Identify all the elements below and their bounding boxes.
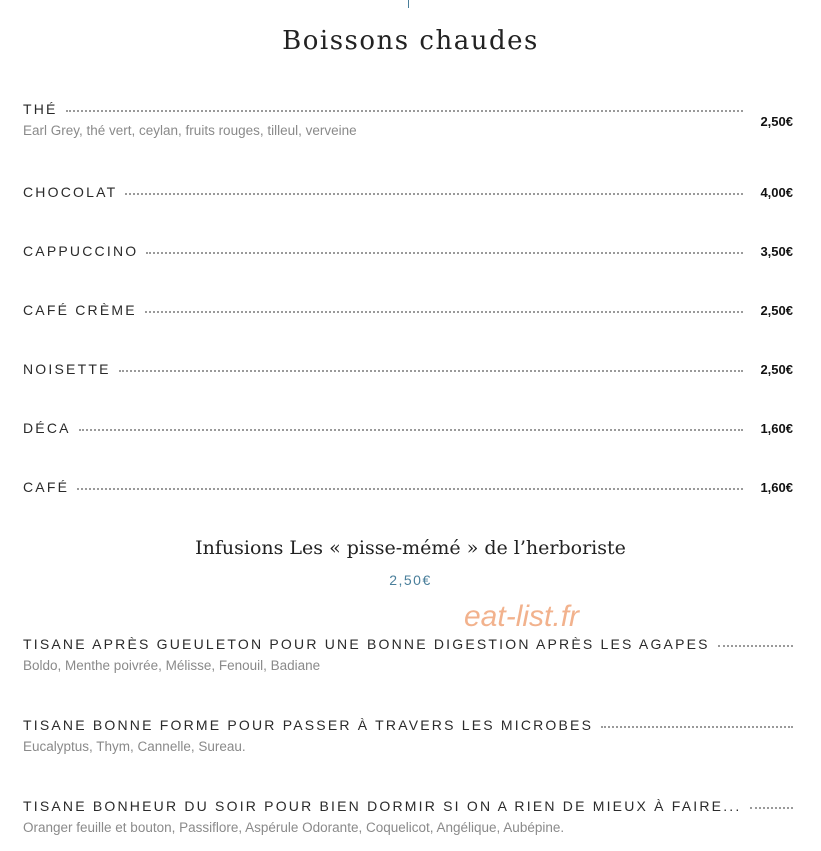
menu-item-cappuccino bbox=[23, 243, 793, 259]
item-description: Boldo, Menthe poivrée, Mélisse, Fenouil, Badiane bbox=[23, 658, 321, 673]
menu-item-chocolat bbox=[23, 184, 793, 200]
dot-leader bbox=[119, 370, 743, 372]
item-price: 2,50€ bbox=[760, 114, 793, 129]
menu-item-noisette bbox=[23, 361, 793, 377]
item-name: CAFÉ bbox=[23, 479, 70, 495]
infusions-price: 2,50€ bbox=[389, 572, 432, 588]
item-description: Oranger feuille et bouton, Passiflore, Aspérule Odorante, Coquelicot, Angélique, Aubépine. bbox=[23, 820, 565, 835]
menu-item-tisane-digestion bbox=[23, 636, 793, 673]
dot-leader bbox=[601, 726, 793, 728]
item-price: 3,50€ bbox=[760, 244, 793, 259]
item-name: NOISETTE bbox=[23, 361, 111, 377]
item-name: TISANE BONNE FORME POUR PASSER À TRAVERS LES MICROBES bbox=[23, 717, 594, 733]
item-name: CHOCOLAT bbox=[23, 184, 118, 200]
dot-leader bbox=[125, 193, 743, 195]
section-title: Boissons chaudes bbox=[282, 26, 539, 56]
item-price: 1,60€ bbox=[760, 480, 793, 495]
top-divider-tick bbox=[408, 0, 409, 8]
item-price: 4,00€ bbox=[760, 185, 793, 200]
menu-item-deca bbox=[23, 420, 793, 436]
menu-item-tisane-soir bbox=[23, 798, 793, 835]
menu-item-cafe bbox=[23, 479, 793, 495]
item-name: THÉ bbox=[23, 101, 58, 117]
dot-leader bbox=[750, 807, 794, 809]
dot-leader bbox=[145, 311, 743, 313]
menu-item-tisane-forme bbox=[23, 717, 793, 754]
item-price: 1,60€ bbox=[760, 421, 793, 436]
menu-item-the bbox=[23, 101, 793, 138]
item-description: Earl Grey, thé vert, ceylan, fruits rouges, tilleul, verveine bbox=[23, 123, 357, 138]
item-price: 2,50€ bbox=[760, 362, 793, 377]
dot-leader bbox=[79, 429, 743, 431]
item-name: DÉCA bbox=[23, 420, 71, 436]
dot-leader bbox=[66, 110, 743, 112]
dot-leader bbox=[77, 488, 743, 490]
item-name: TISANE BONHEUR DU SOIR POUR BIEN DORMIR SI ON A RIEN DE MIEUX À FAIRE... bbox=[23, 798, 742, 814]
dot-leader bbox=[146, 252, 743, 254]
item-name: CAFÉ CRÈME bbox=[23, 302, 137, 318]
infusions-title: Infusions Les « pisse-mémé » de l’herboriste bbox=[195, 537, 626, 559]
dot-leader bbox=[718, 645, 793, 647]
item-name: TISANE APRÈS GUEULETON POUR UNE BONNE DIGESTION APRÈS LES AGAPES bbox=[23, 636, 710, 652]
menu-item-cafe-creme bbox=[23, 302, 793, 318]
item-price: 2,50€ bbox=[760, 303, 793, 318]
item-description: Eucalyptus, Thym, Cannelle, Sureau. bbox=[23, 739, 246, 754]
watermark-logo: eat-list.fr bbox=[464, 600, 580, 633]
item-name: CAPPUCCINO bbox=[23, 243, 139, 259]
